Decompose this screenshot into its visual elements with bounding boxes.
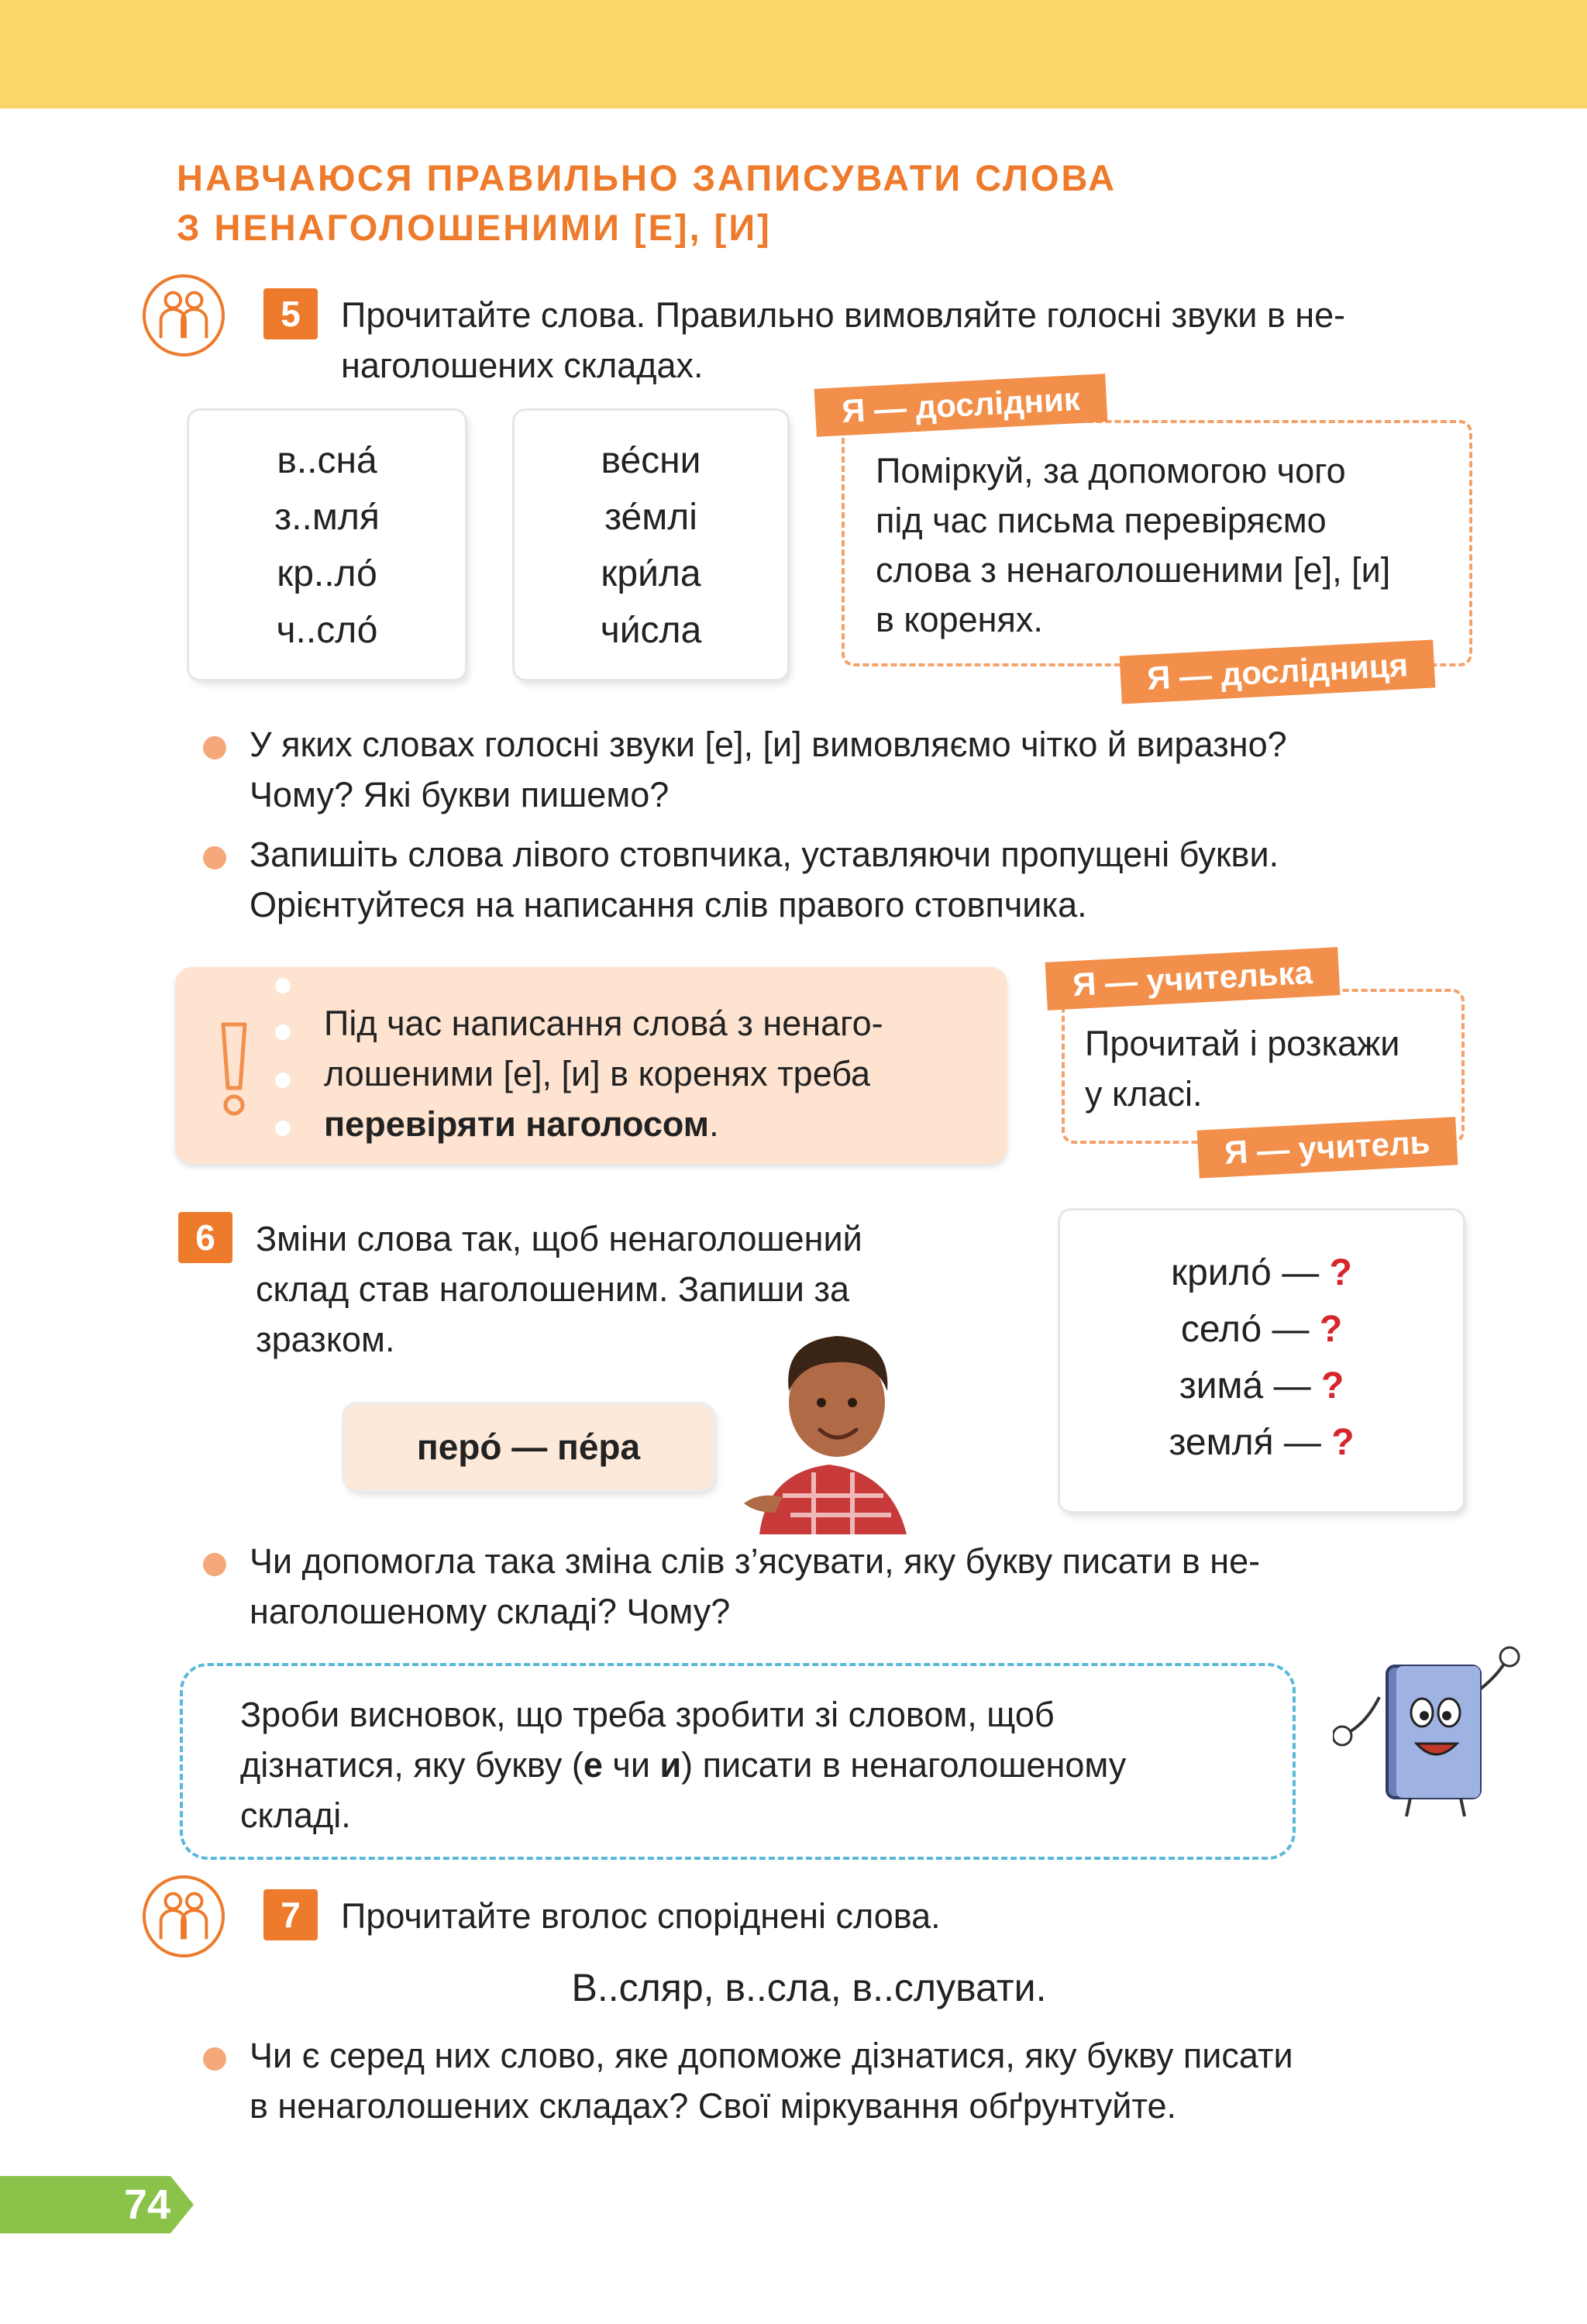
task-6-word-row: [1060, 1358, 1463, 1414]
researcher-box: [842, 420, 1472, 666]
question-mark: ?: [1319, 1309, 1343, 1350]
example-card: перо́ — пе́ра: [344, 1404, 713, 1489]
rule-text-line: [324, 1099, 967, 1149]
word-item: зе́млі: [604, 497, 697, 538]
task-7-instruction: Прочитайте вголос споріднені слова.: [341, 1896, 941, 1936]
book-mascot-illustration: [1333, 1643, 1534, 1821]
task-7-bullet: [250, 2030, 1465, 2131]
decor-dot: [275, 1024, 291, 1040]
conclusion-text: ) писати в ненаголошеному: [681, 1745, 1127, 1785]
question-mark: ?: [1329, 1252, 1352, 1293]
letter-i: и: [659, 1745, 682, 1785]
teacher-label-male: Я — учитель: [1197, 1117, 1458, 1178]
task-6-instruction-line: зразком.: [256, 1320, 395, 1359]
page-number: 74: [123, 2181, 171, 2228]
teacher-text-line: Прочитай і розкажи: [1085, 1024, 1400, 1063]
section-title-line-2: З НЕНАГОЛОШЕНИМИ [Е], [И]: [177, 207, 772, 248]
rule-text: [324, 998, 967, 1149]
conclusion-text: дізнатися, яку букву (: [240, 1745, 584, 1785]
boy-illustration: [728, 1317, 930, 1534]
word-text: земля́ —: [1169, 1422, 1321, 1463]
task-6-bullet: [250, 1536, 1465, 1637]
bullet-line: в ненаголошених складах? Свої міркування обґрунтуйте.: [250, 2086, 1176, 2126]
bullet-dot: [203, 736, 226, 759]
task-5-instruction-line-1: Прочитайте слова. Правильно вимовляйте голосні звуки в не-: [341, 295, 1346, 335]
researcher-label-girl: Я — дослідниця: [1120, 639, 1436, 704]
word-item: кри́ла: [601, 553, 701, 594]
pair-work-icon: [143, 274, 225, 356]
conclusion-line: [240, 1740, 1248, 1790]
word-item: ве́сни: [601, 440, 701, 481]
task-6-word-row: [1060, 1245, 1463, 1301]
conclusion-text: чи: [602, 1745, 660, 1785]
exclamation-icon: [209, 1021, 259, 1117]
word-item: чи́сла: [600, 610, 702, 651]
question-mark: ?: [1320, 1365, 1344, 1406]
researcher-label-boy: Я — дослідник: [814, 374, 1108, 437]
task-7-words: В..сляр, в..сла, в..слувати.: [571, 1966, 1047, 2009]
task-6-number: 6: [178, 1212, 232, 1263]
decor-dot: [275, 1121, 291, 1136]
conclusion-line: складі.: [240, 1796, 351, 1835]
word-text: село́ —: [1180, 1309, 1310, 1350]
teacher-label-female: Я — учителька: [1045, 947, 1341, 1011]
bullet-line: Чи є серед них слово, яке допоможе дізнатися, яку букву писати: [250, 2036, 1293, 2075]
bullet-line: Чому? Які букви пишемо?: [250, 775, 670, 814]
bullet-dot: [203, 1553, 226, 1576]
researcher-text-line: Поміркуй, за допомогою чого: [876, 451, 1346, 491]
section-title-line-1: НАВЧАЮСЯ ПРАВИЛЬНО ЗАПИСУВАТИ СЛОВА: [177, 157, 1117, 198]
task-6-words-card: [1060, 1210, 1463, 1511]
word-item: кр..ло́: [277, 553, 377, 594]
word-text: зима́ —: [1179, 1365, 1311, 1406]
section-title: [177, 153, 1339, 253]
decor-dot: [275, 1072, 291, 1088]
word-item: в..сна́: [277, 440, 377, 481]
top-color-band: [0, 0, 1587, 108]
task-6-instruction-line: Зміни слова так, щоб ненаголошений: [256, 1219, 862, 1258]
task-5-instruction-line-2: наголошених складах.: [341, 346, 704, 385]
word-text: крило́ —: [1171, 1252, 1320, 1293]
conclusion-line: Зроби висновок, що треба зробити зі словом, щоб: [240, 1695, 1055, 1734]
rule-period: .: [709, 1104, 719, 1144]
stressed-words-card: [515, 411, 787, 679]
bullet-line: У яких словах голосні звуки [е], [и] вимовляємо чітко й виразно?: [250, 725, 1287, 764]
bullet-line: Чи допомогла така зміна слів з’ясувати, яку букву писати в не-: [250, 1541, 1261, 1581]
rule-emphasis: перевіряти наголосом: [324, 1104, 710, 1144]
task-6-word-row: [1060, 1301, 1463, 1358]
bullet-dot: [203, 2047, 226, 2071]
task-6-word-row: [1060, 1414, 1463, 1471]
conclusion-box: [180, 1663, 1296, 1860]
task-5-instruction: [341, 290, 1465, 391]
question-mark: ?: [1331, 1422, 1355, 1463]
bullet-dot: [203, 846, 226, 869]
bullet-line: Орієнтуйтеся на написання слів правого стовпчика.: [250, 885, 1087, 924]
pair-work-icon: [143, 1875, 225, 1957]
researcher-text-line: в коренях.: [876, 600, 1043, 639]
word-item: з..мля́: [274, 497, 380, 538]
decor-dot: [275, 978, 291, 993]
task-7-number: 7: [263, 1889, 318, 1940]
bullet-line: Запишіть слова лівого стовпчика, уставляючи пропущені букви.: [250, 835, 1279, 874]
rule-text-line: лошеними [е], [и] в коренях треба: [324, 1054, 870, 1093]
unstressed-words-card: [189, 411, 465, 679]
letter-e: е: [583, 1745, 603, 1785]
task-5-bullet-2: [250, 829, 1465, 930]
task-5-number: 5: [263, 288, 318, 339]
teacher-text-line: у класі.: [1085, 1074, 1203, 1114]
task-5-bullet-1: [250, 719, 1465, 820]
task-6-instruction-line: склад став наголошеним. Запиши за: [256, 1269, 850, 1309]
word-item: ч..сло́: [276, 610, 378, 651]
researcher-text-line: слова з ненаголошеними [е], [и]: [876, 550, 1391, 590]
researcher-text-line: під час письма перевіряємо: [876, 501, 1327, 540]
bullet-line: наголошеному складі? Чому?: [250, 1592, 731, 1631]
rule-text-line: Під час написання слова́ з ненаго-: [324, 1004, 883, 1043]
